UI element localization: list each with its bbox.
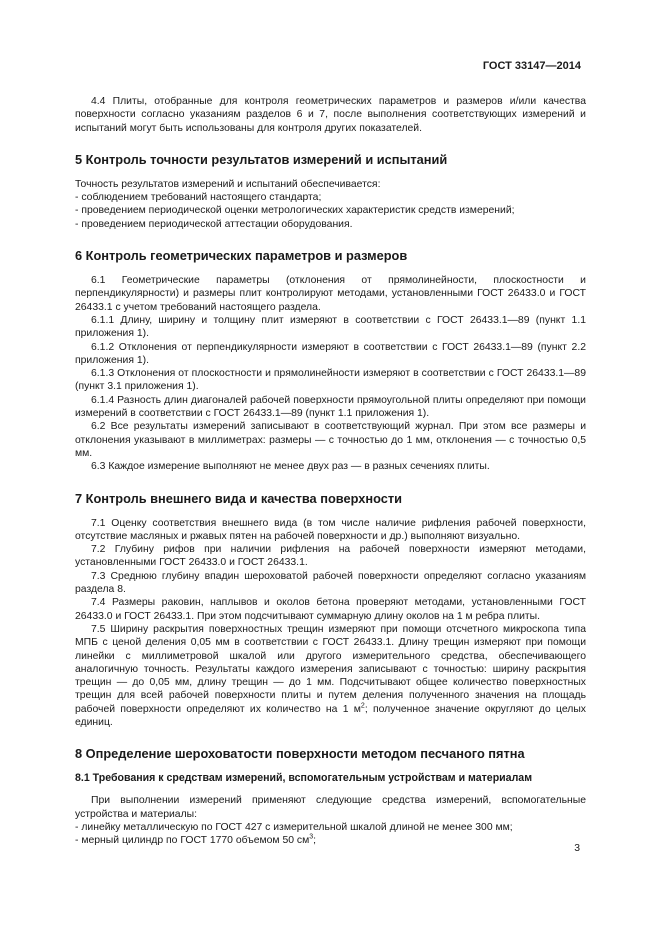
page-number: 3 — [574, 843, 580, 854]
paragraph-7-5-tail: ; полученное значение округляют до целых единиц. — [75, 703, 586, 728]
list-item: - проведением периодической аттестации оборудования. — [75, 218, 353, 230]
paragraph-4-4: 4.4 Плиты, отобранные для контроля геометрических параметров и размеров и/или качества поверхности согласно указаниям разделов 6 и 7, после выполнения соответствующих измерений и испытаний могут быть использованы для контроля других показателей. — [75, 96, 586, 134]
list-item-tail: ; — [313, 835, 317, 847]
page-content — [75, 95, 586, 847]
list-item-text: - мерный цилиндр по ГОСТ 1770 объемом 50 см — [75, 835, 310, 847]
list-item — [75, 834, 586, 847]
paragraph-6-1-1: 6.1.1 Длину, ширину и толщину плит измеряют в соответствии с ГОСТ 26433.1—89 (пункт 1.1 приложения 1). — [75, 314, 586, 340]
paragraph-6-1-2: 6.1.2 Отклонения от перпендикулярности измеряют в соответствии с ГОСТ 26433.1—89 (пункт 2.2 приложения 1). — [75, 341, 586, 366]
paragraph-7-5 — [75, 623, 586, 729]
paragraph-7-5-text: 7.5 Ширину раскрытия поверхностных трещин измеряют при помощи отсчетного микроскопа типа МПБ с ценой деления 0,05 мм в соответствии с ГОСТ 26433.1. Длину трещин измеряют при помощи линейки с миллиметровой шкалой или другого измерительного средства, обеспечивающего аналогичную точность. Результаты каждого измерения записывают с точностью: ширину раскрытия трещин — до 0,05 мм, длину трещин — до 1 мм. Подсчитывают общее количество поверхностных трещин для всей рабочей поверхности плиты и путем деления полученного значения на площадь рабочей поверхности определяют их количество на 1 м — [75, 623, 586, 715]
superscript: 2 — [360, 702, 365, 710]
paragraph-7-4: 7.4 Размеры раковин, наплывов и околов бетона проверяют методами, установленными ГОСТ 26433.0 и ГОСТ 26433.1. При этом подсчитывают суммарную длину околов на 1 м ребра плиты. — [75, 597, 586, 622]
list-item: - проведением периодической оценки метрологических характеристик средств измерений; — [75, 205, 515, 217]
subsection-8-1-title: 8.1 Требования к средствам измерений, вспомогательным устройствам и материалам — [75, 772, 533, 785]
paragraph-6-2: 6.2 Все результаты измерений записывают в соответствующий журнал. При этом все размеры и отклонения указывают в миллиметрах: размеры — с точностью до 1 мм, отклонения — с точностью 0,5 мм. — [75, 421, 586, 459]
section-5-title: 5 Контроль точности результатов измерений и испытаний — [75, 151, 448, 167]
paragraph-7-1: 7.1 Оценку соответствия внешнего вида (в том числе наличие рифления рабочей поверхности, отсутствие масляных и ржавых пятен на рабочей поверхности и др.) выполняют визуально. — [75, 517, 586, 542]
paragraph-6-1-3: 6.1.3 Отклонения от плоскостности и прямолинейности измеряют в соответствии с ГОСТ 26433.1—89 (пункт 3.1 приложения 1). — [75, 368, 586, 393]
section-8-title: 8 Определение шероховатости поверхности методом песчаного пятна — [75, 746, 525, 762]
list-item: - линейку металлическую по ГОСТ 427 с измерительной шкалой длиной не менее 300 мм; — [75, 821, 513, 833]
paragraph-6-1: 6.1 Геометрические параметры (отклонения от прямолинейности, плоскостности и перпендикулярности) и размеры плит контролируют методами, установленными ГОСТ 26433.0 и ГОСТ 26433.1 с учетом требований настоящего раздела. — [75, 275, 586, 313]
paragraph-7-3: 7.3 Среднюю глубину впадин шероховатой рабочей поверхности определяют согласно указаниям раздела 8. — [75, 570, 586, 596]
paragraph-6-1-4: 6.1.4 Разность длин диагоналей рабочей поверхности прямоугольной плиты определяют при помощи измерений в соответствии с ГОСТ 26433.1—89 (пункт 1.1 приложения 1). — [75, 394, 586, 420]
paragraph-6-3: 6.3 Каждое измерение выполняют не менее двух раз — в разных сечениях плиты. — [91, 461, 490, 473]
section-6-title: 6 Контроль геометрических параметров и размеров — [75, 248, 408, 264]
paragraph-7-2: 7.2 Глубину рифов при наличии рифления на рабочей поверхности измеряют методами, установленными ГОСТ 26433.0 и ГОСТ 26433.1. — [75, 544, 586, 569]
superscript: 3 — [309, 833, 314, 841]
document-header: ГОСТ 33147—2014 — [482, 60, 581, 72]
section-7-title: 7 Контроль внешнего вида и качества поверхности — [75, 490, 402, 506]
section-8-intro: При выполнении измерений применяют следующие средства измерений, вспомогательные устройства и материалы: — [75, 795, 586, 820]
list-item: - соблюдением требований настоящего стандарта; — [75, 192, 322, 204]
section-5-intro: Точность результатов измерений и испытаний обеспечивается: — [75, 178, 381, 190]
